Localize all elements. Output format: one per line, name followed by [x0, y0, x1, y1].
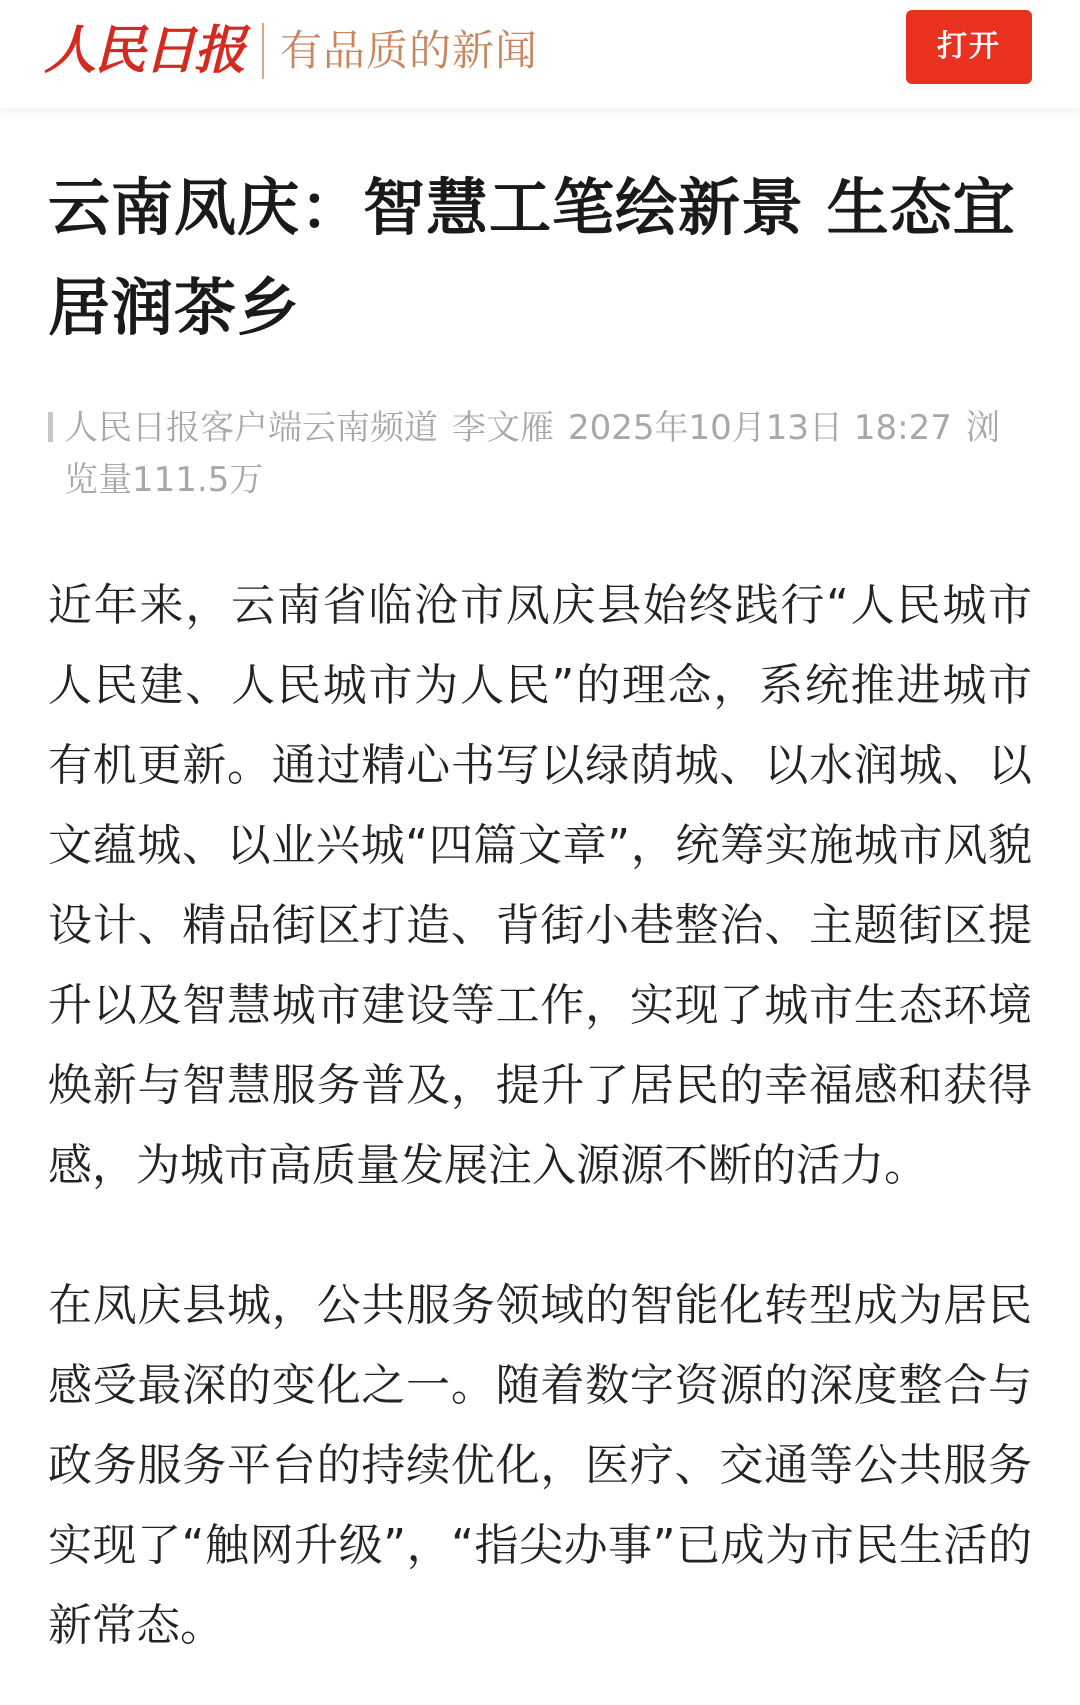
article-datetime: 2025年10月13日 18:27: [568, 408, 952, 448]
article: [48, 158, 1032, 1666]
top-app-bar: [0, 0, 1080, 108]
brand: [44, 18, 538, 84]
brand-divider: [262, 23, 264, 79]
brand-slogan: 有品质的新闻: [280, 26, 539, 75]
open-app-button[interactable]: 打开: [906, 10, 1032, 84]
article-title: 云南凤庆：智慧工笔绘新景 生态宜居润茶乡: [48, 171, 1016, 344]
article-meta: [48, 402, 1032, 506]
article-views: 浏览量111.5万: [64, 408, 1000, 500]
meta-accent-bar: [48, 412, 53, 442]
peoples-daily-logo[interactable]: 人民日报: [44, 20, 245, 81]
article-paragraph: 近年来，云南省临沧市凤庆县始终践行“人民城市人民建、人民城市为人民”的理念，系统推进城市有机更新。通过精心书写以绿荫城、以水润城、以文蕴城、以业兴城“四篇文章”，统筹实施城市风貌设计、精品街区打造、背街小巷整治、主题街区提升以及智慧城市建设等工作，实现了城市生态环境焕新与智慧服务普及，提升了居民的幸福感和获得感，为城市高质量发展注入源源不断的活力。: [48, 580, 1032, 1191]
article-source[interactable]: 人民日报客户端云南频道: [64, 408, 438, 448]
article-author: 李文雁: [452, 408, 554, 448]
article-paragraph: 在凤庆县城，公共服务领域的智能化转型成为居民感受最深的变化之一。随着数字资源的深度整合与政务服务平台的持续优化，医疗、交通等公共服务实现了“触网升级”，“指尖办事”已成为市民生活的新常态。: [48, 1280, 1032, 1651]
